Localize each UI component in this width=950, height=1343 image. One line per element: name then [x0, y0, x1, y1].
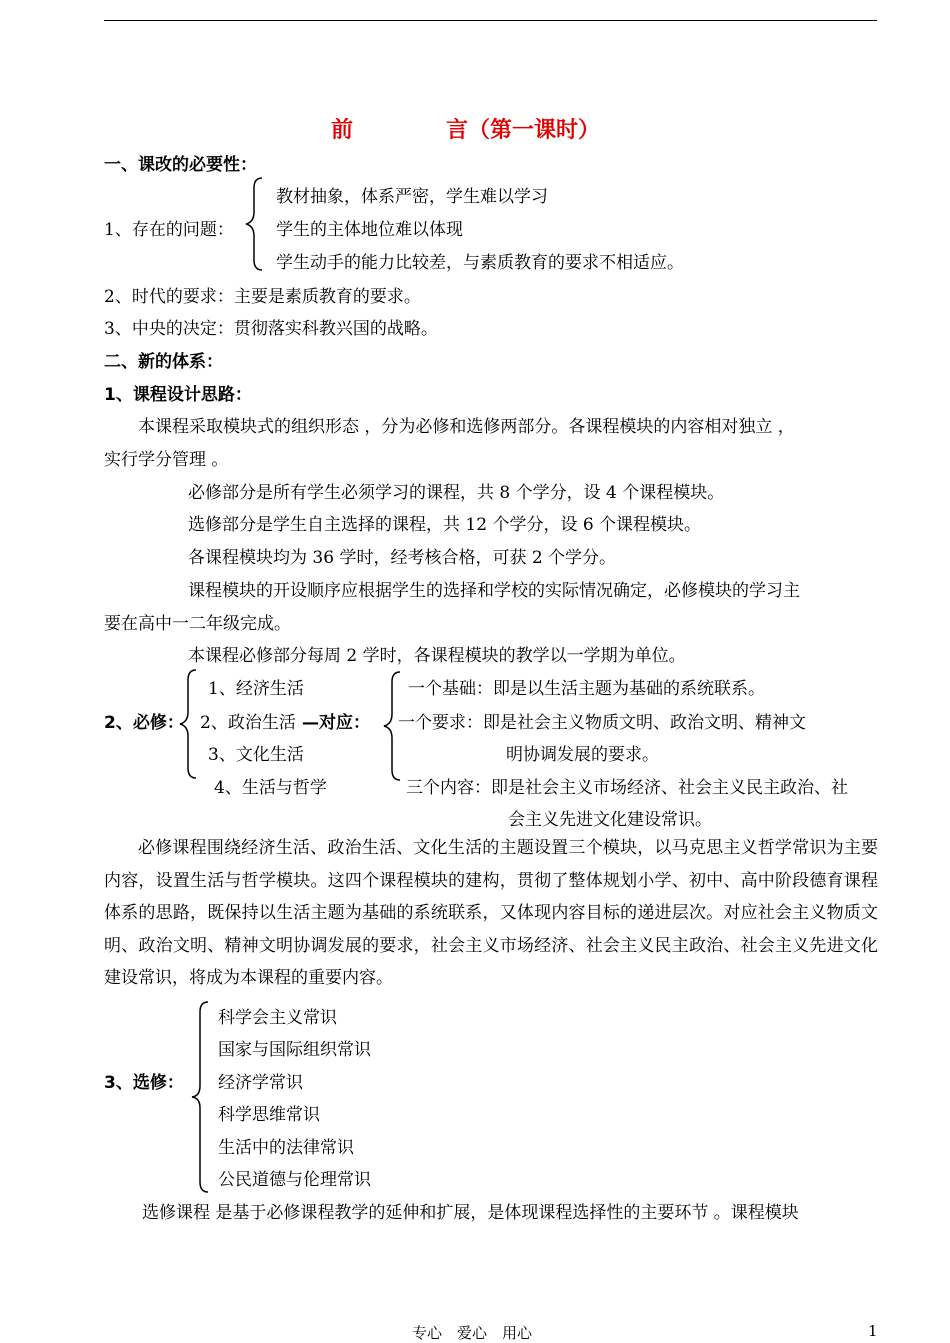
hours-line: 本课程必修部分每周 2 学时，各课程模块的教学以一学期为单位。: [188, 646, 686, 666]
correspond-point: 一个要求：即是社会主义物质文明、政治文明、精神文: [398, 713, 806, 733]
required-module: 2、政治生活: [200, 713, 296, 733]
required-label: 2、必修：: [104, 713, 184, 733]
elective-paragraph: 选修课程 是基于必修课程教学的延伸和扩展，是体现课程选择性的主要环节 。课程模块: [142, 1203, 799, 1223]
credit-line: 必修部分是所有学生必须学习的课程，共 8 个学分，设 4 个课程模块。: [188, 483, 725, 503]
elective-module: 科学思维常识: [218, 1105, 320, 1125]
problem-item: 学生动手的能力比较差，与素质教育的要求不相适应。: [276, 253, 684, 273]
page-number: 1: [868, 1322, 878, 1340]
subheading-design: 1、课程设计思路：: [104, 385, 252, 405]
elective-label: 3、选修：: [104, 1073, 184, 1093]
order-line: 课程模块的开设顺序应根据学生的选择和学校的实际情况确定，必修模块的学习主: [188, 581, 800, 601]
correspond-point: 一个基础：即是以生活主题为基础的系统联系。: [408, 679, 765, 699]
footer-motto: 专心 爱心 用心: [412, 1324, 533, 1342]
credit-line: 各课程模块均为 36 学时，经考核合格，可获 2 个学分。: [188, 548, 617, 568]
elective-module: 生活中的法律常识: [218, 1138, 354, 1158]
problems-label: 1、存在的问题：: [104, 220, 234, 240]
elective-module: 国家与国际组织常识: [218, 1040, 371, 1060]
section-heading-new-system: 二、新的体系：: [104, 352, 223, 372]
page-title-right: 言（第一课时）: [446, 118, 601, 143]
required-paragraph: 必修课程围绕经济生活、政治生活、文化生活的主题设置三个模块，以马克思主义哲学常识为主要内容，设置生活与哲学模块。这四个课程模块的建构，贯彻了整体规划小学、初中、高中阶段德育课程体系的思路，既保持以生活主题为基础的系统联系，又体现内容目标的递进层次。对应社会主义物质文明、政治文明、精神文明协调发展的要求，社会主义市场经济、社会主义民主政治、社会主义先进文化建设常识，将成为本课程的重要内容。: [104, 838, 878, 988]
era-requirement: 2、时代的要求：主要是素质教育的要求。: [104, 287, 421, 307]
elective-module: 公民道德与伦理常识: [218, 1170, 371, 1190]
elective-module: 科学会主义常识: [218, 1008, 337, 1028]
problem-item: 教材抽象，体系严密，学生难以学习: [276, 187, 548, 207]
central-decision: 3、中央的决定：贯彻落实科教兴国的战略。: [104, 319, 438, 339]
page-title-left: 前: [331, 118, 354, 143]
brace-problems: [244, 176, 266, 272]
header-rule: [104, 20, 877, 21]
correspond-point: 三个内容：即是社会主义市场经济、社会主义民主政治、社: [406, 778, 848, 798]
problem-item: 学生的主体地位难以体现: [276, 220, 463, 240]
required-module: 1、经济生活: [208, 679, 304, 699]
intro-line: 本课程采取模块式的组织形态 ，分为必修和选修两部分。各课程模块的内容相对独立 ，: [138, 417, 795, 437]
required-module: 3、文化生活: [208, 745, 304, 765]
correspond-point: 会主义先进文化建设常识。: [508, 810, 712, 830]
required-module: 4、生活与哲学: [214, 778, 327, 798]
correspond-label: —对应：: [302, 713, 370, 733]
order-line: 要在高中一二年级完成。: [104, 614, 291, 634]
intro-line: 实行学分管理 。: [104, 450, 229, 470]
correspond-point: 明协调发展的要求。: [506, 745, 659, 765]
section-heading-necessity: 一、课改的必要性：: [104, 155, 257, 175]
elective-module: 经济学常识: [218, 1073, 303, 1093]
credit-line: 选修部分是学生自主选择的课程，共 12 个学分，设 6 个课程模块。: [188, 515, 702, 535]
brace-elective-modules: [190, 1000, 212, 1194]
